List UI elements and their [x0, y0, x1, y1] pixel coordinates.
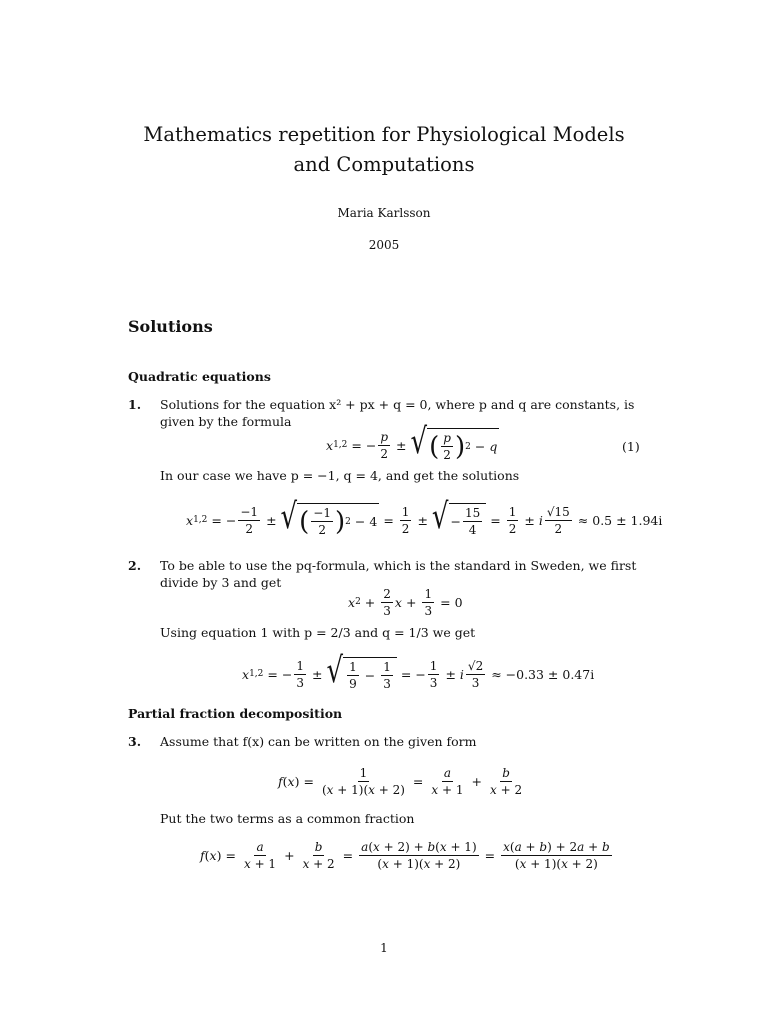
item3-text: Assume that f(x) can be written on the given form	[160, 734, 477, 749]
subsection-partial-fraction: Partial fraction decomposition	[128, 706, 343, 721]
year: 2005	[368, 238, 400, 252]
section-heading: Solutions	[128, 317, 213, 336]
item2-text2: Using equation 1 with p = 2/3 and q = 1/3 we get	[160, 625, 476, 640]
title-line-1: Mathematics repetition for Physiological Models	[143, 123, 625, 146]
equation-solution-1: x 1,2 = − $\frac{-1}{2}$ ± √ ( $\frac{-1}{2}$ ) 2 − 4 = $\frac{1}{2}$ ± √ − $\frac{15}{4}$ = $\frac{1}{2}$ ± i $\frac{√15}{2}$ ≈ 0.5 ± 1.94i	[186, 497, 663, 538]
item-number-1: 1.	[128, 397, 142, 412]
page-number: 1	[380, 941, 388, 955]
subsection-quadratic: Quadratic equations	[128, 369, 271, 384]
equation-number-1: (1)	[622, 439, 640, 454]
equation-common-fraction: f ( x ) = $\frac{a}{x + 1}$ + $\frac{b}{x + 2}$ = $\frac{a(x + 2) + b(x + 1)}{(x + 1)(x + 2)}$ = $\frac{x(a + b) + 2a + b}{(x + 1)(x + 2)}$	[200, 839, 610, 871]
solution-1-result: ≈ 0.5 ± 1.94i	[577, 512, 663, 528]
item-number-3: 3.	[128, 734, 142, 749]
solution-2-result: ≈ −0.33 ± 0.47i	[491, 666, 595, 682]
item1-text: Solutions for the equation x² + px + q = 0, where p and q are constants, is given by the formula	[160, 397, 635, 429]
item3-text2: Put the two terms as a common fraction	[160, 811, 415, 826]
item-number-2: 2.	[128, 558, 142, 573]
page-title	[0, 120, 768, 180]
item2-text: To be able to use the pq-formula, which is the standard in Sweden, we first divide by 3 and get	[160, 558, 637, 590]
equation-1: x 1,2 = − $\frac{p}{2}$ ± √ ( $\frac{p}{2}$ ) 2 − q	[326, 422, 498, 463]
equation-divided: x 2 + $\frac{2}{3}$ x + $\frac{1}{3}$ = 0	[348, 586, 463, 618]
title-line-2: and Computations	[293, 153, 475, 176]
equation-solution-2: x 1,2 = − $\frac{1}{3}$ ± √ $\frac{1}{9}$ − $\frac{1}{3}$ = − $\frac{1}{3}$ ± i $\frac{√2}{3}$ ≈ −0.33 ± 0.47i	[242, 651, 595, 692]
item1-text2: In our case we have p = −1, q = 4, and get the solutions	[160, 468, 520, 483]
author: Maria Karlsson	[337, 206, 431, 220]
equation-partial-form: f ( x ) = $\frac{1}{(x + 1)(x + 2)}$ = $\frac{a}{x + 1}$ + $\frac{b}{x + 2}$	[278, 765, 523, 797]
